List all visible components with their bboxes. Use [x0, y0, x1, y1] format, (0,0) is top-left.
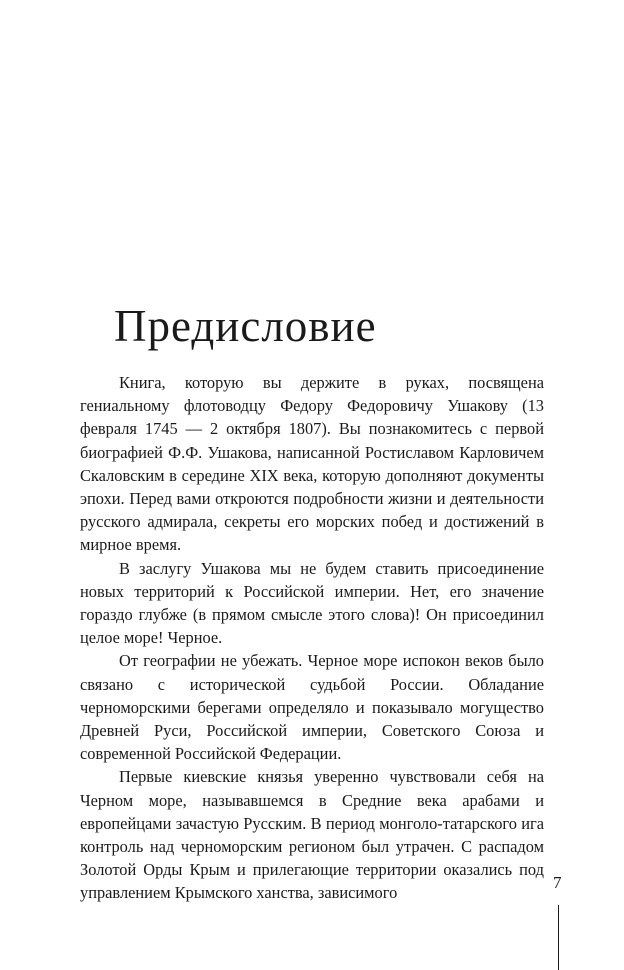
paragraph: Первые киевские князья уверенно чувствовали себя на Черном море, называвшемся в Средние века арабами и европейцами зачастую Русским. В период монголо-татарского ига контроль над черноморским регионом был утрачен. С распадом Золотой Орды Крым и прилегающие территории оказались под управлением Крымского ханства, зависимого	[80, 767, 544, 903]
paragraph: От географии не убежать. Черное море испокон веков было связано с исторической судьбой России. Обладание черноморскими берегами определяло и показывало могущество Древней Руси, Российской империи, Советского Союза и современной Российской Федерации.	[80, 651, 544, 764]
body-text	[80, 371, 544, 905]
paragraph: Книга, которую вы держите в руках, посвящена гениальному флотоводцу Федору Федоровичу Ушакову (13 февраля 1745 — 2 октября 1807). Вы познакомитесь с первой биографией Ф.Ф. Ушакова, написанной Ростиславом Карловичем Скаловским в середине XIX века, которую дополняют документы эпохи. Перед вами откроются подробности жизни и деятельности русского адмирала, секреты его морских побед и достижений в мирное время.	[80, 373, 544, 555]
paragraph: В заслугу Ушакова мы не будем ставить присоединение новых территорий к Российской империи. Нет, его значение гораздо глубже (в прямом смысле этого слова)! Он присоединил целое море! Черное.	[80, 558, 544, 648]
chapter-title: Предисловие	[114, 301, 377, 351]
page-edge-rule	[558, 905, 559, 970]
page-number: 7	[553, 873, 562, 892]
